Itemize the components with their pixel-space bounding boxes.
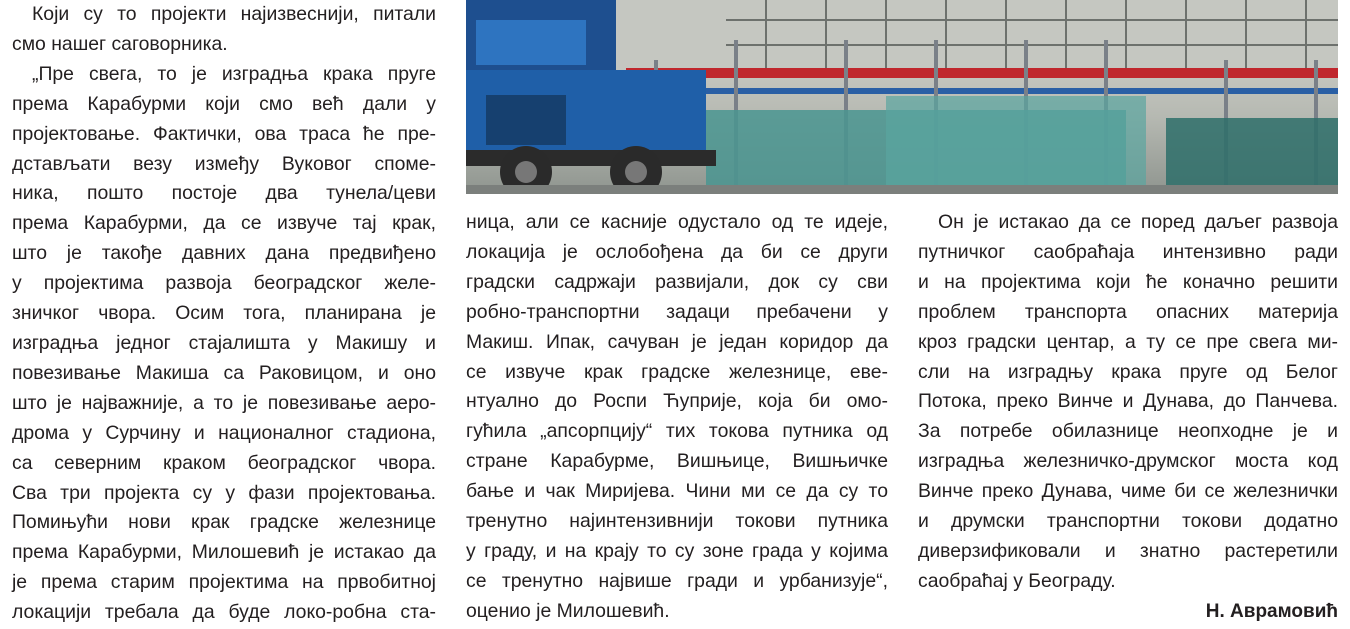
- text-line: се извуче крак градске железнице, еве-: [466, 360, 888, 383]
- text-line: нтуално до Роспи Ћуприје, која би омо-: [466, 390, 888, 413]
- text-line: гућила „апсорпцију“ тих токова путника од: [466, 420, 888, 443]
- text-line: са северним краком београдског чвора.: [12, 451, 436, 474]
- text-line: локација је ослобођена да би се други: [466, 240, 888, 263]
- article-column-1: [12, 0, 436, 628]
- text-line: саобраћај у Београду.: [918, 569, 1116, 592]
- text-line: робно-транспортни задаци пребачени у: [466, 300, 888, 323]
- text-line: Потока, преко Винче и Дунава, до Панчева.: [918, 390, 1338, 413]
- text-line: тренутно најинтензивнији токови путника: [466, 510, 888, 533]
- text-line: што је најважније, а то је повезивање аеро-: [12, 391, 436, 414]
- text-line: изградња железничко-друмског моста код: [918, 450, 1338, 473]
- text-line: у граду, и на крају то су зоне града у којима: [466, 539, 888, 562]
- text-line: смо нашег саговорника.: [12, 32, 228, 55]
- construction-photo: [466, 0, 1338, 194]
- text-line: кроз градски центар, а ту се пре свега ми-: [918, 330, 1338, 353]
- text-line: За потребе обилазнице неопходнe je и: [918, 420, 1338, 443]
- text-line: према Карабурми, да се извуче тај крак,: [12, 212, 436, 235]
- text-line: оценио је Милошевић.: [466, 599, 670, 622]
- text-line: према Карабурми који смо већ дали у: [12, 92, 436, 115]
- text-line: путничког саобраћаја интензивно ради: [918, 240, 1338, 263]
- article-column-3: [918, 208, 1338, 627]
- text-line: сли на изградњу крака пруге од Белог: [918, 360, 1338, 383]
- text-line: проблем транспорта опасних материја: [918, 300, 1338, 323]
- text-line: ница, али се касније одустало од те идеје,: [466, 211, 888, 233]
- text-line: Макиш. Ипак, сачуван је један коридор да: [466, 330, 888, 353]
- text-line: дрома у Сурчину и националног стадиона,: [12, 421, 436, 444]
- text-line: према Карабурми, Милошевић је истакао да: [12, 541, 436, 564]
- text-line: ника, пошто постоје два тунела/цеви: [12, 182, 436, 205]
- author-byline: Н. Аврамовић: [1205, 600, 1338, 622]
- text-line: диверзификовали и знатно растеретили: [918, 539, 1338, 562]
- text-line: бање и чак Миријева. Чини ми се да су то: [466, 480, 888, 503]
- text-line: повезивање Макиша са Раковицом, и оно: [12, 361, 436, 384]
- text-line: је према старим пројектима на првобитној: [12, 571, 436, 594]
- text-line: зничког чвора. Осим тога, планирана је: [12, 302, 436, 325]
- text-line: градски садржаји развијали, док су сви: [466, 270, 888, 293]
- text-line: пројектовање. Фактички, ова траса ће пре-: [12, 122, 436, 145]
- text-line: Винче преко Дунава, чиме би се железнички: [918, 480, 1338, 503]
- text-line: у пројектима развоја београдског желе-: [12, 272, 436, 295]
- text-line: Помињући нови крак градске железнице: [12, 511, 436, 534]
- text-line: се тренутно највише гради и урбанизује“,: [466, 569, 888, 592]
- text-line: што је такође давних дана предвиђено: [12, 242, 436, 265]
- text-line: изградња једног стајалишта у Макишу и: [12, 331, 436, 354]
- text-line: „Пре свега, то је изградња крака пруге: [32, 62, 436, 85]
- text-line: стране Карабурме, Вишњице, Вишњичке: [466, 450, 888, 473]
- text-line: и друмски транспортни токови додатно: [918, 510, 1338, 533]
- text-line: Сва три пројекта су у фази пројектовања.: [12, 481, 436, 504]
- text-line: и на пројектима који ће коначно решити: [918, 270, 1338, 293]
- text-line: Који су то пројекти најизвеснији, питали: [32, 3, 436, 25]
- text-line: дстављати везу између Вуковог споме-: [12, 152, 436, 175]
- article-column-2: [466, 208, 888, 627]
- text-line: локацији требала да буде локо-робна ста-: [12, 601, 436, 624]
- text-line: Он је истакао да се поред даљег развоја: [938, 211, 1338, 233]
